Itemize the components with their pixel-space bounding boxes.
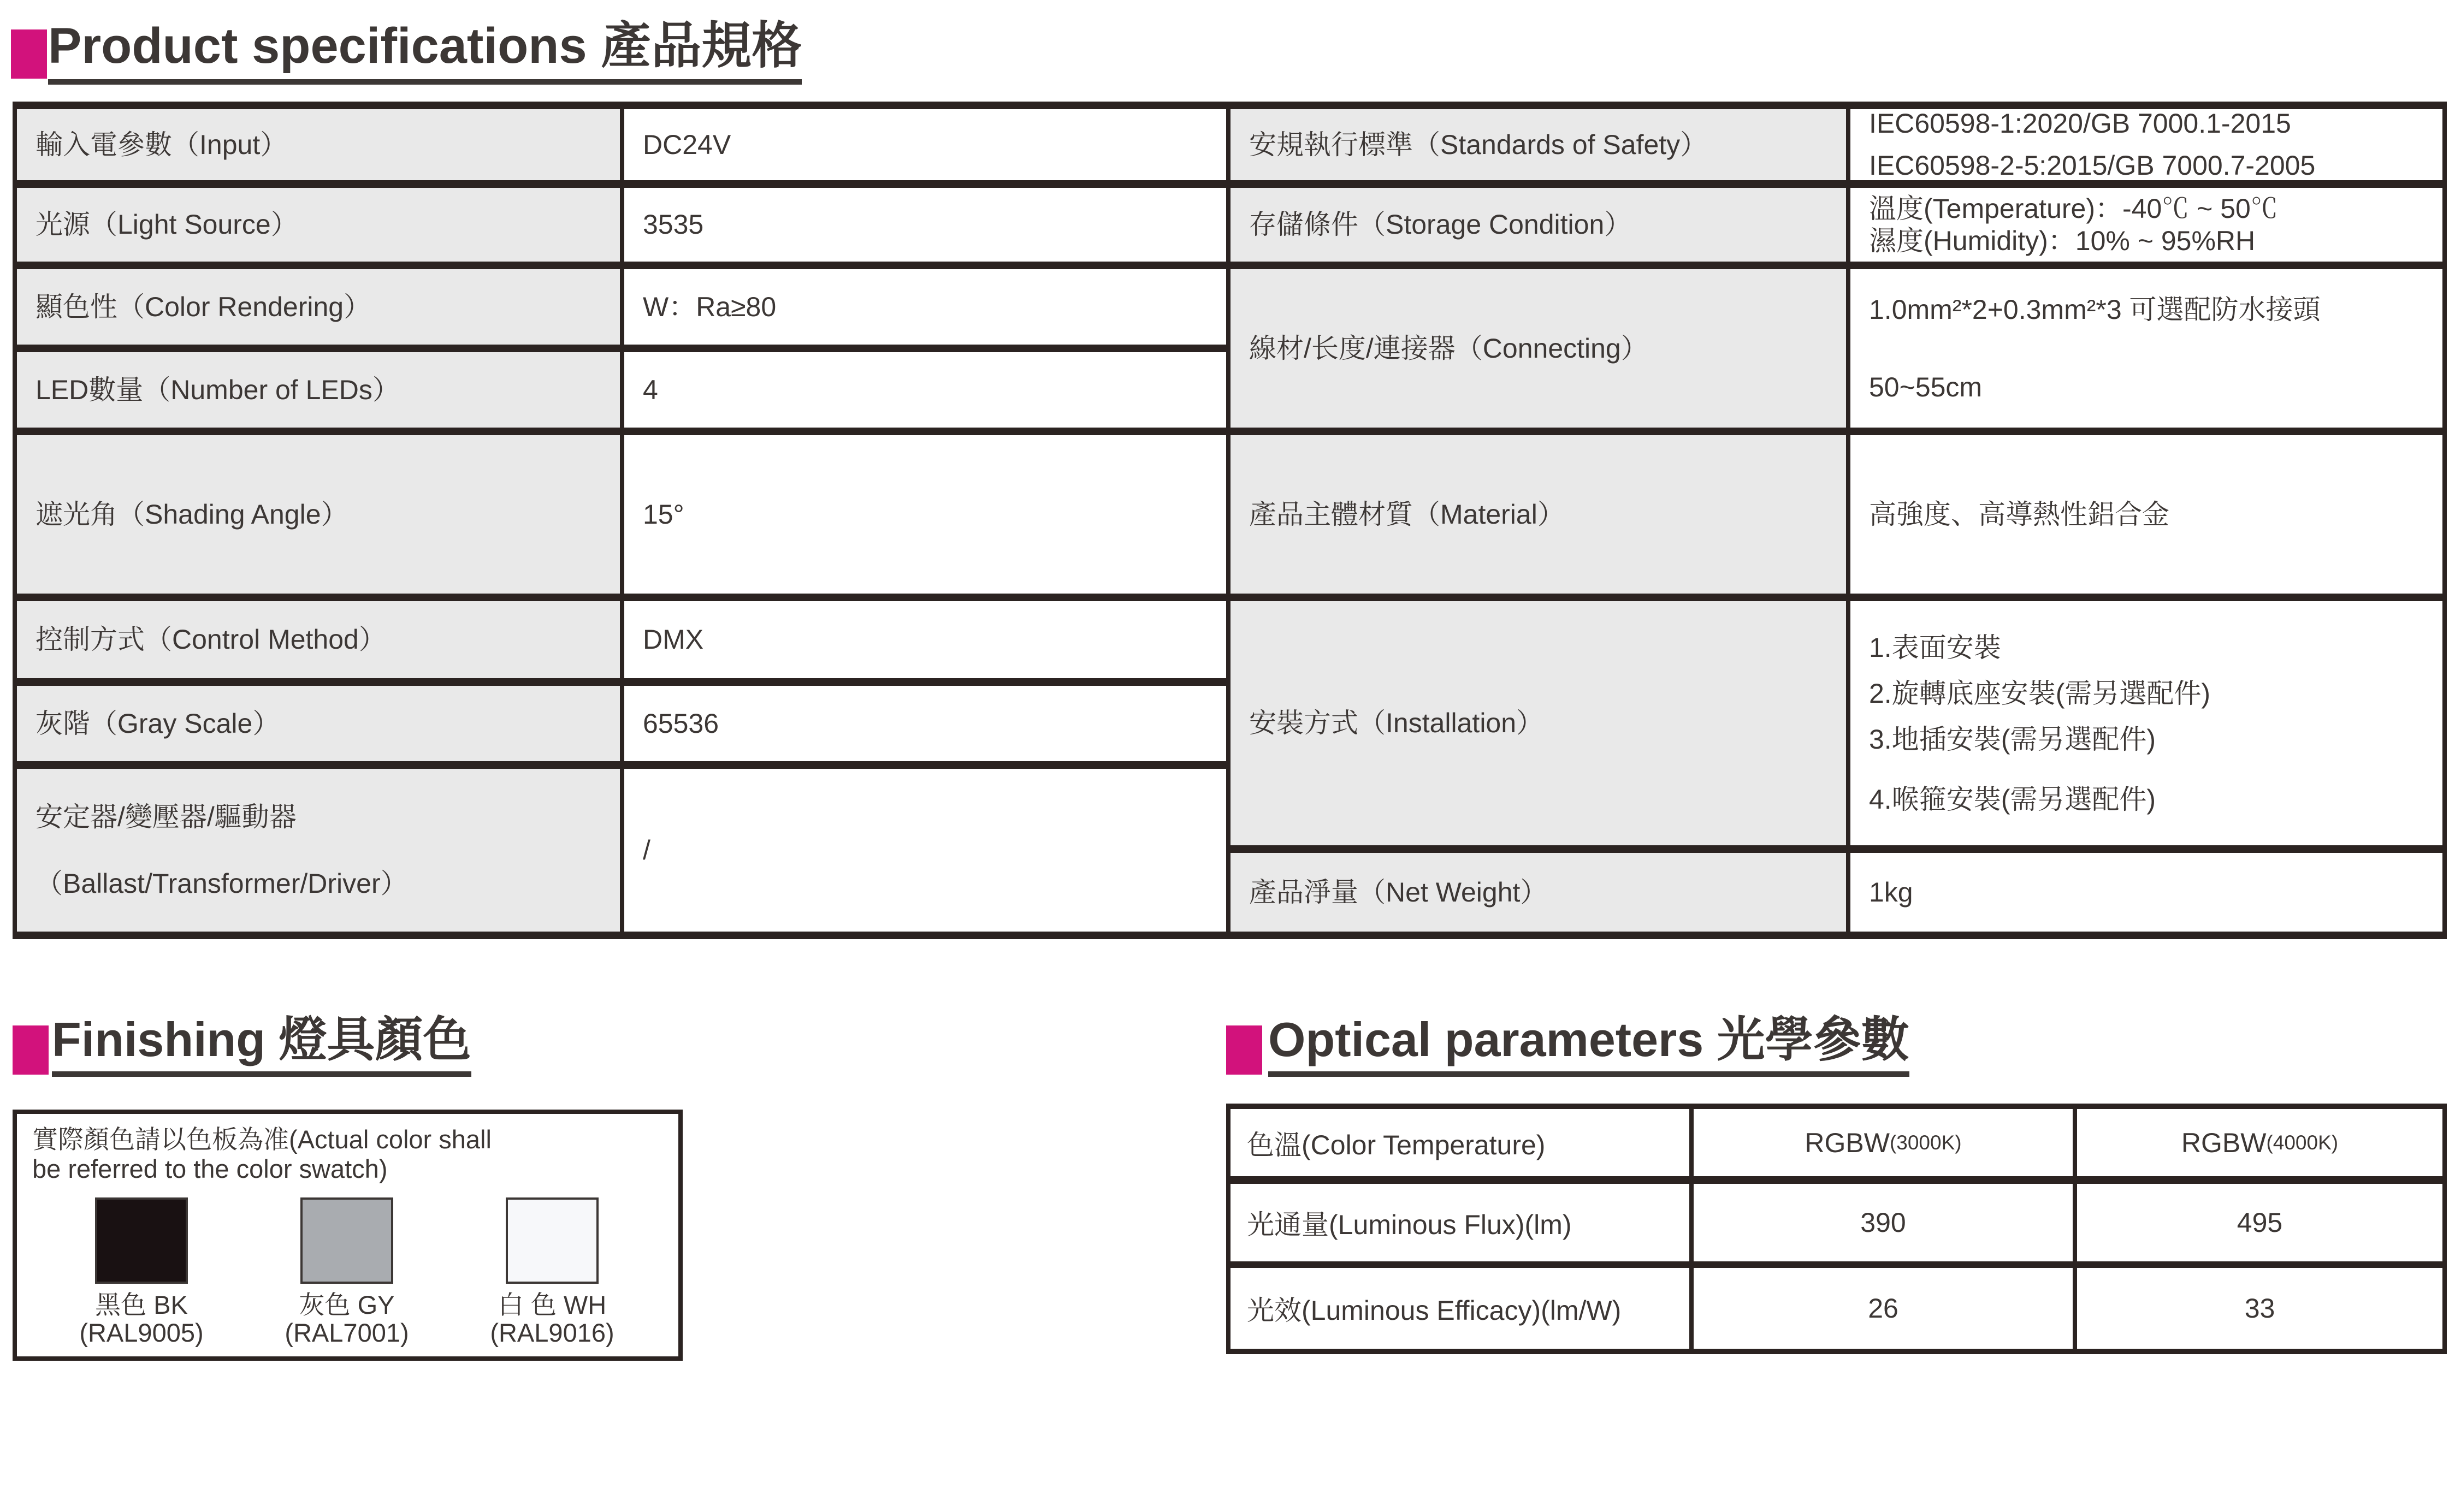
section-accent-square <box>13 1025 49 1075</box>
installation-item-3: 3.地插安裝(需另選配件) <box>1869 724 2156 755</box>
optical-section-title <box>1268 1012 1909 1077</box>
page-title-zh: 產品規格 <box>601 18 802 74</box>
section-accent-square <box>11 29 47 79</box>
optical-header-color-temperature: 色溫(Color Temperature) <box>1231 1109 1694 1184</box>
connecting-wire-line: 1.0mm²*2+0.3mm²*3 可選配防水接頭 <box>1869 294 2321 325</box>
swatch-gray <box>300 1197 393 1284</box>
storage-temperature-line: 溫度(Temperature)：-40℃ ~ 50℃ <box>1869 193 2278 224</box>
spec-value-gray-scale: 65536 <box>624 686 1231 769</box>
page-title-en: Product specifications <box>48 18 587 74</box>
swatch-gray-column <box>254 1197 440 1347</box>
spec-label-input: 輸入電參數（Input） <box>17 109 624 188</box>
finishing-color-box <box>13 1110 683 1361</box>
swatch-black-name: 黑色 BK <box>95 1290 188 1320</box>
section-accent-square <box>1226 1025 1262 1075</box>
spec-label-light-source: 光源（Light Source） <box>17 188 624 269</box>
swatch-gray-ral: (RAL7001) <box>285 1318 409 1347</box>
swatch-black <box>95 1197 188 1284</box>
spec-table-right-half <box>1231 109 2442 932</box>
spec-label-ballast-line2: （Ballast/Transformer/Driver） <box>36 868 408 899</box>
spec-value-safety-standards <box>1850 109 2442 188</box>
spec-label-gray-scale: 灰階（Gray Scale） <box>17 686 624 769</box>
spec-label-shading-angle: 遮光角（Shading Angle） <box>17 435 624 601</box>
optical-efficacy-3000k-value: 26 <box>1694 1268 2077 1349</box>
spec-value-installation <box>1850 601 2442 853</box>
spec-label-storage-condition: 存儲條件（Storage Condition） <box>1231 188 1850 269</box>
spec-table-left-half <box>17 109 1231 932</box>
spec-label-installation: 安裝方式（Installation） <box>1231 601 1850 853</box>
spec-label-led-count: LED數量（Number of LEDs） <box>17 352 624 435</box>
optical-header-rgbw-3000k: RGBW (3000K) <box>1694 1109 2077 1184</box>
optical-title-zh: 光學參數 <box>1717 1012 1909 1066</box>
spec-value-color-rendering: W：Ra≥80 <box>624 269 1231 352</box>
spec-value-ballast: / <box>624 769 1231 932</box>
optical-header-3000k-sub: (3000K) <box>1889 1131 1962 1154</box>
optical-efficacy-4000k-value: 33 <box>2244 1293 2275 1324</box>
color-note <box>17 1114 678 1183</box>
product-spec-table <box>13 102 2447 939</box>
swatch-white <box>506 1197 599 1284</box>
spec-label-safety-standards: 安規執行標準（Standards of Safety） <box>1231 109 1850 188</box>
safety-standard-line2: IEC60598-2-5:2015/GB 7000.7-2005 <box>1869 150 2316 181</box>
spec-label-net-weight: 產品淨量（Net Weight） <box>1231 853 1850 932</box>
optical-title-en: Optical parameters <box>1268 1012 1704 1066</box>
spec-value-storage-condition <box>1850 188 2442 269</box>
installation-item-2: 2.旋轉底座安裝(需另選配件) <box>1869 678 2210 709</box>
swatch-black-ral: (RAL9005) <box>79 1318 204 1347</box>
spec-label-ballast-line1: 安定器/變壓器/驅動器 <box>36 801 297 832</box>
spec-label-color-rendering: 顯色性（Color Rendering） <box>17 269 624 352</box>
installation-item-1: 1.表面安裝 <box>1869 632 2001 663</box>
finishing-title-zh: 燈具顏色 <box>279 1012 471 1066</box>
spec-value-net-weight: 1kg <box>1869 876 1913 908</box>
swatch-row <box>17 1197 678 1347</box>
color-note-line2: be referred to the color swatch) <box>32 1154 388 1183</box>
spec-value-light-source: 3535 <box>624 188 1231 269</box>
spec-value-connecting <box>1850 269 2442 435</box>
optical-header-rgbw-4000k: RGBW (4000K) <box>2077 1109 2442 1184</box>
spec-value-shading-angle: 15° <box>624 435 1231 601</box>
installation-item-4: 4.喉箍安裝(需另選配件) <box>1869 784 2156 815</box>
spec-label-ballast <box>17 769 624 932</box>
optical-flux-3000k-value: 390 <box>1694 1184 2077 1268</box>
spec-value-control-method: DMX <box>624 601 1231 686</box>
spec-value-led-count: 4 <box>624 352 1231 435</box>
spec-label-material: 產品主體材質（Material） <box>1231 435 1850 601</box>
optical-header-4000k-sub: (4000K) <box>2266 1131 2339 1154</box>
swatch-gray-name: 灰色 GY <box>299 1290 395 1320</box>
page-title <box>48 20 802 85</box>
finishing-section-title <box>52 1012 471 1077</box>
connecting-length-line: 50~55cm <box>1869 372 1983 402</box>
swatch-white-column <box>459 1197 645 1347</box>
finishing-title-en: Finishing <box>52 1012 266 1066</box>
storage-humidity-line: 濕度(Humidity)：10% ~ 95%RH <box>1869 225 2256 256</box>
swatch-black-column <box>49 1197 234 1347</box>
optical-flux-4000k-value: 495 <box>2077 1184 2442 1268</box>
safety-standard-line1: IEC60598-1:2020/GB 7000.1-2015 <box>1869 109 2291 139</box>
optical-label-luminous-efficacy: 光效(Luminous Efficacy)(lm/W) <box>1231 1268 1694 1349</box>
optical-label-luminous-flux: 光通量(Luminous Flux)(lm) <box>1231 1184 1694 1268</box>
spec-label-connecting: 線材/长度/連接器（Connecting） <box>1231 269 1850 435</box>
swatch-white-name: 白 色 WH <box>498 1290 607 1320</box>
swatch-white-ral: (RAL9016) <box>490 1318 614 1347</box>
optical-parameters-table <box>1226 1104 2447 1354</box>
spec-label-control-method: 控制方式（Control Method） <box>17 601 624 686</box>
color-note-line1: 實際顏色請以色板為准(Actual color shall <box>32 1125 492 1154</box>
spec-value-input: DC24V <box>624 109 1231 188</box>
spec-value-material: 高強度、高導熱性鋁合金 <box>1850 435 2442 601</box>
